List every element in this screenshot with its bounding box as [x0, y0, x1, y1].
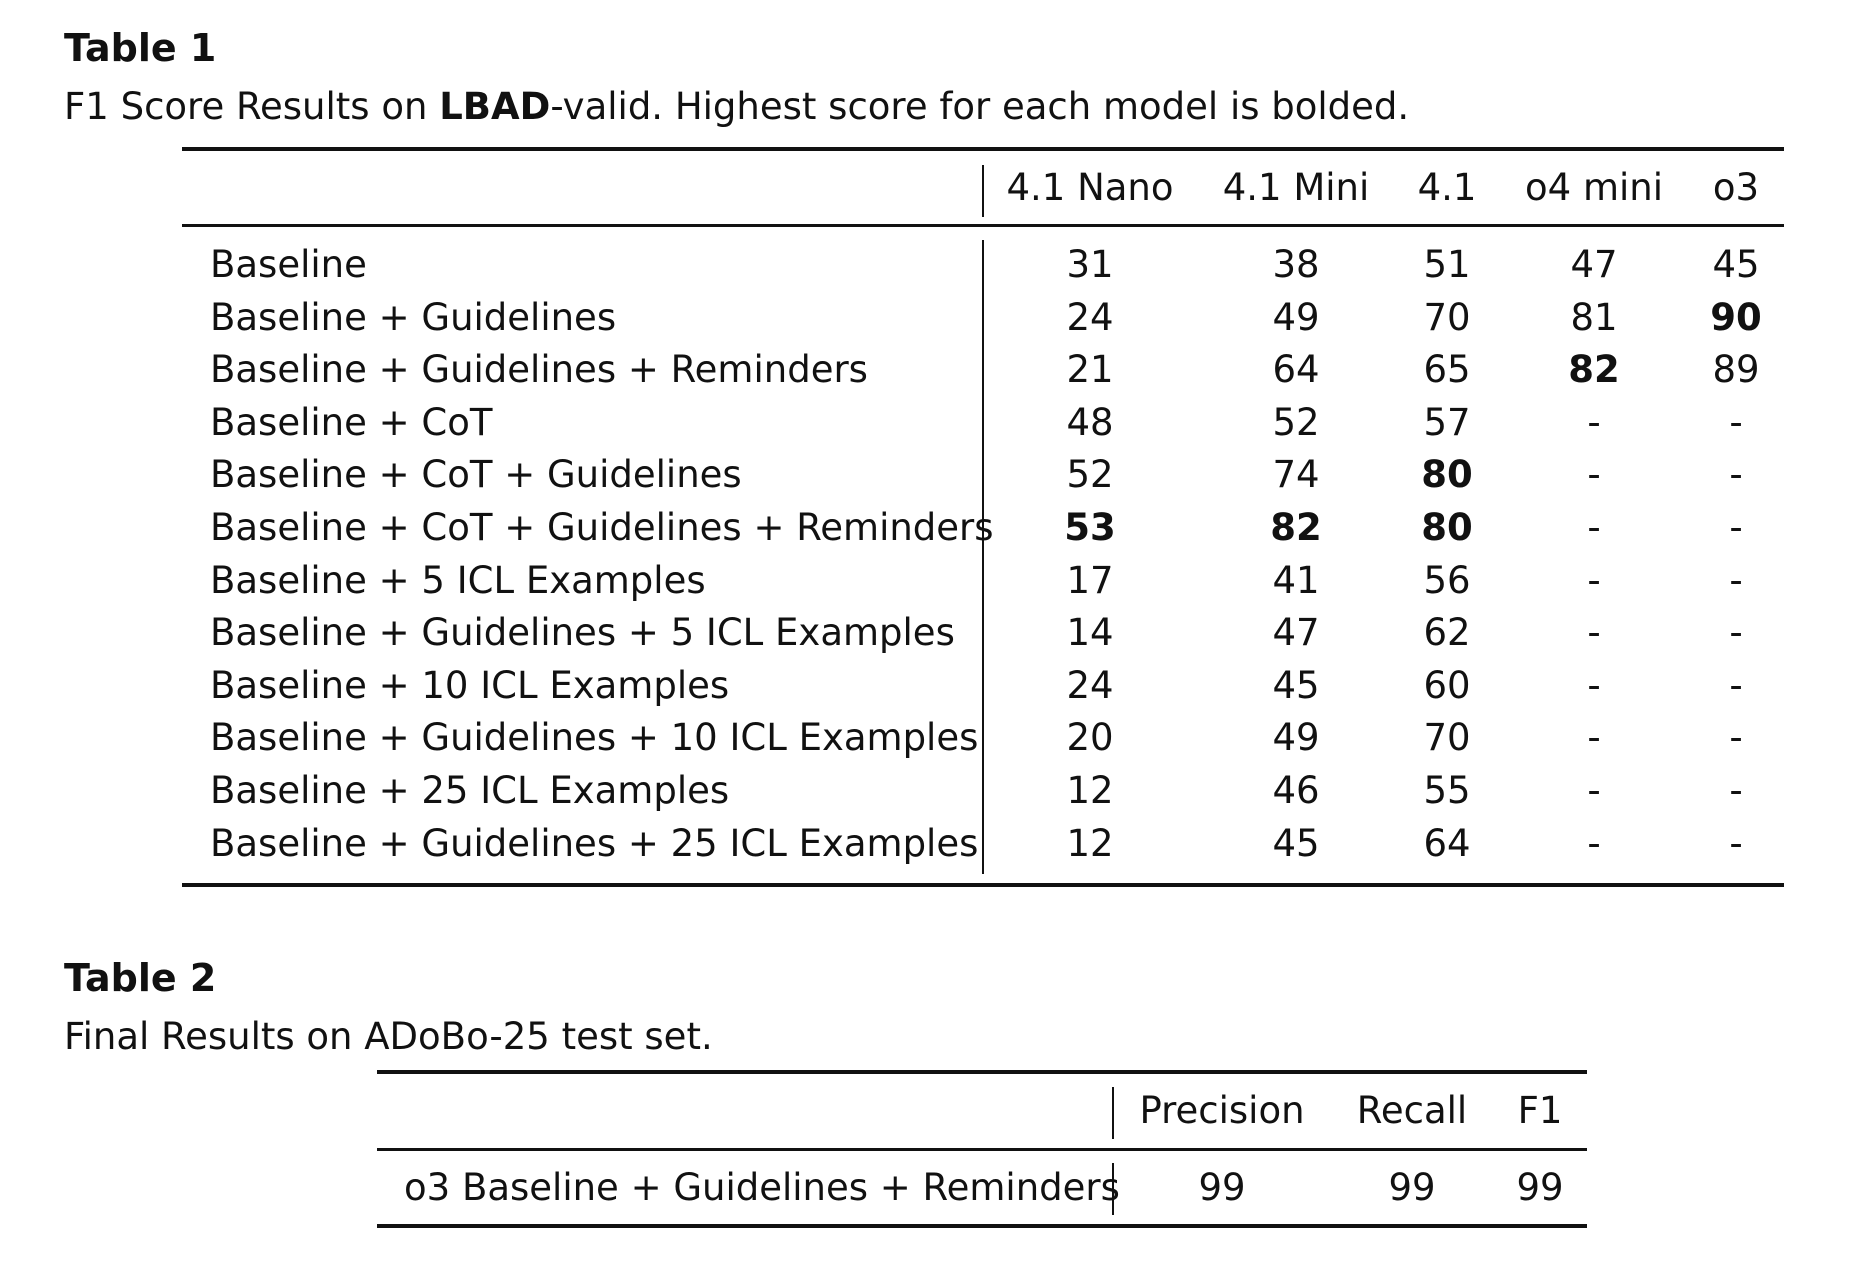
table-cell: 89: [1712, 348, 1760, 392]
table-cell: 64: [1272, 348, 1320, 392]
caption-text-pre: F1 Score Results on: [64, 85, 440, 128]
column-header: o4 mini: [1525, 166, 1663, 209]
table-cell: 74: [1272, 453, 1320, 497]
column-header: 4.1: [1417, 166, 1477, 209]
table-cell: 45: [1272, 821, 1320, 865]
table-cell-best: 80: [1421, 453, 1473, 497]
table-1-label: Table 1: [64, 26, 217, 70]
table-cell: 45: [1272, 663, 1320, 707]
row-label: Baseline: [210, 243, 367, 286]
table-cell: -: [1587, 400, 1601, 444]
table-cell: 99: [1516, 1166, 1564, 1209]
table-cell: -: [1587, 821, 1601, 865]
column-header: 4.1 Mini: [1222, 166, 1370, 209]
table-cell: 99: [1198, 1166, 1246, 1209]
table-cell: 48: [1066, 400, 1114, 444]
column-header: o3: [1712, 166, 1760, 209]
table-cell: -: [1729, 769, 1743, 812]
table-cell: 46: [1272, 769, 1320, 812]
table-1: [64, 26, 1794, 132]
row-label: Baseline + Guidelines: [210, 295, 617, 339]
table-cell: 49: [1272, 716, 1320, 760]
table-cell: 31: [1066, 243, 1114, 286]
row-label: Baseline + Guidelines + 25 ICL Examples: [210, 821, 979, 865]
table-cell: 12: [1066, 769, 1114, 812]
row-label: Baseline + CoT: [210, 400, 493, 444]
body-divider: [982, 240, 984, 874]
table-cell: -: [1729, 400, 1743, 444]
table-cell: -: [1587, 716, 1601, 760]
table-cell: 47: [1272, 611, 1320, 655]
table-cell: 12: [1066, 821, 1114, 865]
table-cell: -: [1587, 611, 1601, 655]
table-2: [64, 956, 1794, 1062]
table-1-caption: [64, 82, 1794, 132]
table-cell: -: [1729, 611, 1743, 655]
table-2-caption: Final Results on ADoBo-25 test set.: [64, 1015, 713, 1058]
header-rule: [182, 224, 1784, 227]
column-header: Recall: [1356, 1089, 1468, 1132]
table-cell: 14: [1066, 611, 1114, 655]
header-rule: [377, 1148, 1587, 1151]
table-cell: -: [1587, 769, 1601, 812]
row-label: Baseline + Guidelines + Reminders: [210, 348, 868, 392]
header-divider: [1112, 1087, 1114, 1139]
caption-dataset-name: LBAD: [439, 85, 551, 128]
table-cell-best: 82: [1568, 348, 1620, 392]
table-cell: 57: [1423, 400, 1471, 444]
row-label: o3 Baseline + Guidelines + Reminders: [404, 1166, 1120, 1209]
column-header: Precision: [1139, 1089, 1305, 1132]
table-cell: 64: [1423, 821, 1471, 865]
table-cell: -: [1729, 663, 1743, 707]
table-cell: -: [1729, 558, 1743, 602]
table-cell: 55: [1423, 769, 1471, 812]
table-cell-best: 80: [1421, 506, 1473, 549]
row-label: Baseline + CoT + Guidelines + Reminders: [210, 506, 994, 549]
bottom-rule: [377, 1224, 1587, 1228]
table-cell: -: [1729, 506, 1743, 549]
table-cell: 56: [1423, 558, 1471, 602]
row-label: Baseline + CoT + Guidelines: [210, 453, 742, 497]
table-cell: 70: [1423, 716, 1471, 760]
table-cell: 52: [1272, 400, 1320, 444]
table-cell: 70: [1423, 295, 1471, 339]
table-cell: 49: [1272, 295, 1320, 339]
table-cell: -: [1729, 453, 1743, 497]
table-2-label: Table 2: [64, 956, 217, 1000]
caption-text-post: -valid. Highest score for each model is bolded.: [550, 85, 1410, 128]
table-cell: 45: [1712, 243, 1760, 286]
row-label: Baseline + 25 ICL Examples: [210, 769, 730, 812]
top-rule: [377, 1070, 1587, 1074]
table-cell: 41: [1272, 558, 1320, 602]
table-cell: 60: [1423, 663, 1471, 707]
table-cell: -: [1729, 716, 1743, 760]
table-cell: 47: [1570, 243, 1618, 286]
table-cell: 17: [1066, 558, 1114, 602]
table-cell: 38: [1272, 243, 1320, 286]
table-cell-best: 82: [1270, 506, 1322, 549]
table-cell: 24: [1066, 295, 1114, 339]
column-header: F1: [1517, 1089, 1563, 1132]
row-label: Baseline + Guidelines + 10 ICL Examples: [210, 716, 979, 760]
table-cell: -: [1587, 558, 1601, 602]
table-cell: 65: [1423, 348, 1471, 392]
column-header: 4.1 Nano: [1006, 166, 1174, 209]
table-cell: 52: [1066, 453, 1114, 497]
row-label: Baseline + 5 ICL Examples: [210, 558, 706, 602]
table-cell: -: [1587, 453, 1601, 497]
table-cell: -: [1587, 663, 1601, 707]
table-cell: -: [1729, 821, 1743, 865]
table-cell: 99: [1388, 1166, 1436, 1209]
row-label: Baseline + Guidelines + 5 ICL Examples: [210, 611, 955, 655]
bottom-rule: [182, 883, 1784, 887]
table-cell: 24: [1066, 663, 1114, 707]
table-cell: 81: [1570, 295, 1618, 339]
table-cell: 62: [1423, 611, 1471, 655]
row-label: Baseline + 10 ICL Examples: [210, 663, 730, 707]
header-divider: [982, 165, 984, 217]
table-cell: 51: [1423, 243, 1471, 286]
table-cell: -: [1587, 506, 1601, 549]
top-rule: [182, 147, 1784, 151]
table-cell: 21: [1066, 348, 1114, 392]
table-cell: 20: [1066, 716, 1114, 760]
table-cell-best: 53: [1064, 506, 1116, 549]
table-cell-best: 90: [1710, 295, 1762, 339]
